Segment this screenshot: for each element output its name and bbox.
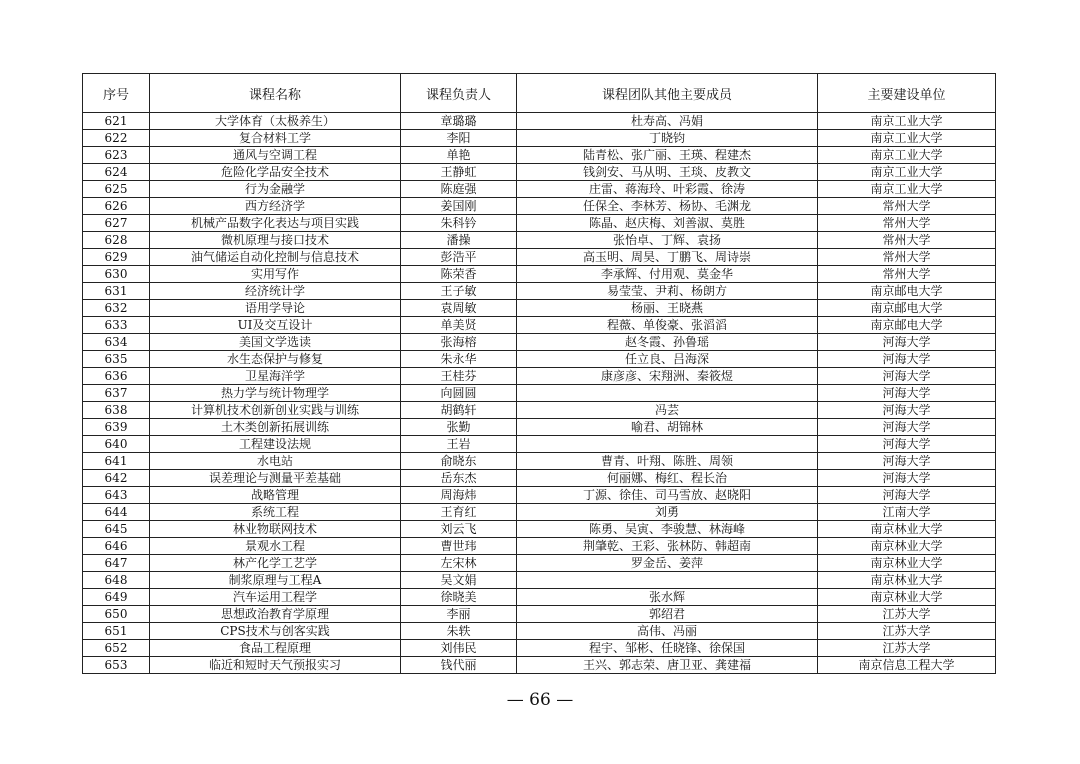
cell-team-members: 王兴、郭志荣、唐卫亚、龚建福	[517, 657, 818, 674]
cell-course-name: 景观水工程	[150, 538, 401, 555]
cell-course-name: 误差理论与测量平差基础	[150, 470, 401, 487]
cell-team-members: 任立良、吕海深	[517, 351, 818, 368]
cell-team-members: 易莹莹、尹莉、杨朗方	[517, 283, 818, 300]
table-row	[83, 572, 996, 589]
cell-course-name: 林产化学工艺学	[150, 555, 401, 572]
cell-course-leader: 朱轶	[401, 623, 517, 640]
cell-course-leader: 左宋林	[401, 555, 517, 572]
cell-index: 636	[83, 368, 150, 385]
cell-index: 622	[83, 130, 150, 147]
cell-course-name: 微机原理与接口技术	[150, 232, 401, 249]
cell-course-name: 临近和短时天气预报实习	[150, 657, 401, 674]
cell-team-members: 丁源、徐佳、司马雪放、赵晓阳	[517, 487, 818, 504]
cell-course-name: 油气储运自动化控制与信息技术	[150, 249, 401, 266]
table-row	[83, 351, 996, 368]
cell-institution: 常州大学	[818, 215, 996, 232]
cell-institution: 南京工业大学	[818, 147, 996, 164]
cell-index: 635	[83, 351, 150, 368]
cell-institution: 江苏大学	[818, 606, 996, 623]
cell-index: 653	[83, 657, 150, 674]
cell-course-leader: 陈荣香	[401, 266, 517, 283]
table-row	[83, 113, 996, 130]
table-row	[83, 249, 996, 266]
cell-index: 649	[83, 589, 150, 606]
cell-index: 637	[83, 385, 150, 402]
table-row	[83, 504, 996, 521]
cell-index: 650	[83, 606, 150, 623]
cell-index: 645	[83, 521, 150, 538]
cell-course-leader: 章璐璐	[401, 113, 517, 130]
cell-course-leader: 朱科钤	[401, 215, 517, 232]
page-number: — 66 —	[506, 690, 574, 710]
cell-team-members: 庄雷、蒋海玲、叶彩霞、徐涛	[517, 181, 818, 198]
table-row	[83, 470, 996, 487]
cell-course-name: 危险化学品安全技术	[150, 164, 401, 181]
cell-institution: 南京邮电大学	[818, 317, 996, 334]
cell-course-name: 热力学与统计物理学	[150, 385, 401, 402]
table-row	[83, 215, 996, 232]
cell-index: 625	[83, 181, 150, 198]
cell-institution: 河海大学	[818, 334, 996, 351]
cell-course-leader: 王桂芬	[401, 368, 517, 385]
cell-team-members: 荆肇乾、王彩、张林防、韩超南	[517, 538, 818, 555]
cell-course-leader: 潘操	[401, 232, 517, 249]
cell-course-leader: 俞晓东	[401, 453, 517, 470]
cell-index: 630	[83, 266, 150, 283]
table-row	[83, 538, 996, 555]
cell-index: 634	[83, 334, 150, 351]
cell-course-leader: 刘云飞	[401, 521, 517, 538]
cell-institution: 河海大学	[818, 470, 996, 487]
cell-course-leader: 朱永华	[401, 351, 517, 368]
cell-index: 627	[83, 215, 150, 232]
cell-institution: 南京邮电大学	[818, 283, 996, 300]
table-row	[83, 487, 996, 504]
cell-team-members: 杜寿高、冯娟	[517, 113, 818, 130]
cell-course-leader: 向圆圆	[401, 385, 517, 402]
cell-institution: 河海大学	[818, 402, 996, 419]
table-row	[83, 181, 996, 198]
cell-institution: 河海大学	[818, 453, 996, 470]
cell-team-members: 郭绍君	[517, 606, 818, 623]
cell-institution: 南京林业大学	[818, 521, 996, 538]
table-row	[83, 419, 996, 436]
table-row	[83, 164, 996, 181]
cell-course-name: UI及交互设计	[150, 317, 401, 334]
cell-team-members: 张怡卓、丁辉、袁扬	[517, 232, 818, 249]
cell-index: 631	[83, 283, 150, 300]
cell-course-name: 西方经济学	[150, 198, 401, 215]
cell-course-leader: 曹世玮	[401, 538, 517, 555]
cell-course-leader: 李丽	[401, 606, 517, 623]
cell-index: 628	[83, 232, 150, 249]
table-row	[83, 453, 996, 470]
cell-course-name: CPS技术与创客实践	[150, 623, 401, 640]
table-row	[83, 334, 996, 351]
table-row	[83, 657, 996, 674]
cell-institution: 南京林业大学	[818, 572, 996, 589]
cell-institution: 常州大学	[818, 266, 996, 283]
cell-institution: 南京工业大学	[818, 130, 996, 147]
cell-team-members: 冯芸	[517, 402, 818, 419]
cell-team-members: 陆青松、张广丽、王瑛、程建杰	[517, 147, 818, 164]
table-row	[83, 198, 996, 215]
table-body	[83, 113, 996, 674]
cell-institution: 常州大学	[818, 249, 996, 266]
course-table	[82, 73, 996, 674]
cell-course-leader: 彭浩平	[401, 249, 517, 266]
cell-team-members: 陈勇、吴寅、李骏慧、林海峰	[517, 521, 818, 538]
table-row	[83, 368, 996, 385]
table-row	[83, 555, 996, 572]
cell-index: 648	[83, 572, 150, 589]
cell-course-leader: 周海炜	[401, 487, 517, 504]
cell-team-members: 高玉明、周昊、丁鹏飞、周诗崇	[517, 249, 818, 266]
cell-index: 651	[83, 623, 150, 640]
cell-index: 621	[83, 113, 150, 130]
cell-institution: 南京林业大学	[818, 589, 996, 606]
cell-team-members: 程薇、单俊豪、张滔滔	[517, 317, 818, 334]
cell-course-name: 实用写作	[150, 266, 401, 283]
cell-index: 641	[83, 453, 150, 470]
cell-institution: 河海大学	[818, 436, 996, 453]
cell-course-leader: 张海榕	[401, 334, 517, 351]
table-header-row	[83, 74, 996, 113]
cell-team-members: 程宇、邹彬、任晓锋、徐保国	[517, 640, 818, 657]
cell-institution: 常州大学	[818, 232, 996, 249]
cell-course-leader: 岳东杰	[401, 470, 517, 487]
cell-team-members: 张水辉	[517, 589, 818, 606]
cell-index: 646	[83, 538, 150, 555]
cell-course-name: 复合材料工学	[150, 130, 401, 147]
table-row	[83, 402, 996, 419]
cell-course-name: 语用学导论	[150, 300, 401, 317]
cell-institution: 南京信息工程大学	[818, 657, 996, 674]
cell-course-name: 机械产品数字化表达与项目实践	[150, 215, 401, 232]
cell-team-members: 丁晓钧	[517, 130, 818, 147]
cell-institution: 南京工业大学	[818, 181, 996, 198]
cell-course-leader: 陈庭强	[401, 181, 517, 198]
cell-course-name: 食品工程原理	[150, 640, 401, 657]
cell-course-leader: 单美贤	[401, 317, 517, 334]
cell-institution: 河海大学	[818, 487, 996, 504]
table-row	[83, 606, 996, 623]
cell-index: 624	[83, 164, 150, 181]
cell-index: 647	[83, 555, 150, 572]
cell-course-name: 战略管理	[150, 487, 401, 504]
table-row	[83, 130, 996, 147]
cell-course-name: 水生态保护与修复	[150, 351, 401, 368]
cell-institution: 江南大学	[818, 504, 996, 521]
table-row	[83, 232, 996, 249]
cell-institution: 南京工业大学	[818, 113, 996, 130]
table-row	[83, 521, 996, 538]
cell-course-name: 美国文学选读	[150, 334, 401, 351]
cell-team-members: 李承辉、付用观、莫金华	[517, 266, 818, 283]
cell-course-name: 工程建设法规	[150, 436, 401, 453]
cell-team-members: 高伟、冯丽	[517, 623, 818, 640]
cell-team-members: 曹青、叶翔、陈胜、周领	[517, 453, 818, 470]
cell-course-leader: 胡鹤轩	[401, 402, 517, 419]
cell-course-name: 计算机技术创新创业实践与训练	[150, 402, 401, 419]
cell-index: 629	[83, 249, 150, 266]
table-row	[83, 300, 996, 317]
cell-course-leader: 单艳	[401, 147, 517, 164]
cell-course-leader: 王静虹	[401, 164, 517, 181]
cell-course-leader: 王岩	[401, 436, 517, 453]
table-row	[83, 623, 996, 640]
cell-institution: 河海大学	[818, 385, 996, 402]
cell-team-members: 喻君、胡锦林	[517, 419, 818, 436]
cell-course-name: 制浆原理与工程A	[150, 572, 401, 589]
table-row	[83, 589, 996, 606]
cell-course-leader: 钱代丽	[401, 657, 517, 674]
cell-index: 623	[83, 147, 150, 164]
header-course-name: 课程名称	[150, 74, 401, 113]
cell-course-name: 通风与空调工程	[150, 147, 401, 164]
cell-course-leader: 王子敏	[401, 283, 517, 300]
cell-index: 640	[83, 436, 150, 453]
header-course-leader: 课程负责人	[401, 74, 517, 113]
cell-institution: 河海大学	[818, 419, 996, 436]
cell-team-members	[517, 385, 818, 402]
cell-team-members: 陈晶、赵庆梅、刘善淑、莫胜	[517, 215, 818, 232]
cell-team-members: 何丽娜、梅红、程长治	[517, 470, 818, 487]
cell-course-name: 水电站	[150, 453, 401, 470]
header-team-members: 课程团队其他主要成员	[517, 74, 818, 113]
table-row	[83, 317, 996, 334]
table-row	[83, 640, 996, 657]
cell-index: 626	[83, 198, 150, 215]
cell-index: 639	[83, 419, 150, 436]
cell-course-name: 经济统计学	[150, 283, 401, 300]
cell-course-leader: 刘伟民	[401, 640, 517, 657]
cell-course-name: 思想政治教育学原理	[150, 606, 401, 623]
cell-course-leader: 李阳	[401, 130, 517, 147]
cell-institution: 常州大学	[818, 198, 996, 215]
cell-team-members	[517, 572, 818, 589]
cell-course-leader: 徐晓美	[401, 589, 517, 606]
cell-index: 652	[83, 640, 150, 657]
cell-course-name: 大学体育（太极养生）	[150, 113, 401, 130]
table-row	[83, 385, 996, 402]
cell-institution: 河海大学	[818, 351, 996, 368]
table-row	[83, 266, 996, 283]
cell-course-name: 土木类创新拓展训练	[150, 419, 401, 436]
cell-index: 632	[83, 300, 150, 317]
cell-course-leader: 王育红	[401, 504, 517, 521]
cell-course-name: 汽车运用工程学	[150, 589, 401, 606]
cell-index: 638	[83, 402, 150, 419]
cell-team-members	[517, 436, 818, 453]
cell-team-members: 刘勇	[517, 504, 818, 521]
table-row	[83, 147, 996, 164]
cell-team-members: 钱剑安、马从明、王琰、皮教文	[517, 164, 818, 181]
cell-index: 642	[83, 470, 150, 487]
cell-index: 643	[83, 487, 150, 504]
cell-course-leader: 吴文娟	[401, 572, 517, 589]
cell-team-members: 杨丽、王晓燕	[517, 300, 818, 317]
cell-course-leader: 张勤	[401, 419, 517, 436]
cell-team-members: 罗金岳、姜萍	[517, 555, 818, 572]
cell-team-members: 赵冬霞、孙鲁瑶	[517, 334, 818, 351]
cell-course-name: 林业物联网技术	[150, 521, 401, 538]
cell-institution: 河海大学	[818, 368, 996, 385]
cell-course-name: 行为金融学	[150, 181, 401, 198]
cell-institution: 南京工业大学	[818, 164, 996, 181]
cell-team-members: 康彦彦、宋翔洲、秦筱煜	[517, 368, 818, 385]
cell-course-leader: 袁周敏	[401, 300, 517, 317]
cell-course-leader: 姜国刚	[401, 198, 517, 215]
header-institution: 主要建设单位	[818, 74, 996, 113]
table-row	[83, 283, 996, 300]
cell-team-members: 任保全、李林芳、杨协、毛渊龙	[517, 198, 818, 215]
cell-institution: 南京邮电大学	[818, 300, 996, 317]
table-row	[83, 436, 996, 453]
cell-index: 633	[83, 317, 150, 334]
cell-institution: 江苏大学	[818, 623, 996, 640]
cell-institution: 南京林业大学	[818, 538, 996, 555]
cell-course-name: 系统工程	[150, 504, 401, 521]
cell-institution: 南京林业大学	[818, 555, 996, 572]
header-index: 序号	[83, 74, 150, 113]
cell-index: 644	[83, 504, 150, 521]
cell-course-name: 卫星海洋学	[150, 368, 401, 385]
cell-institution: 江苏大学	[818, 640, 996, 657]
